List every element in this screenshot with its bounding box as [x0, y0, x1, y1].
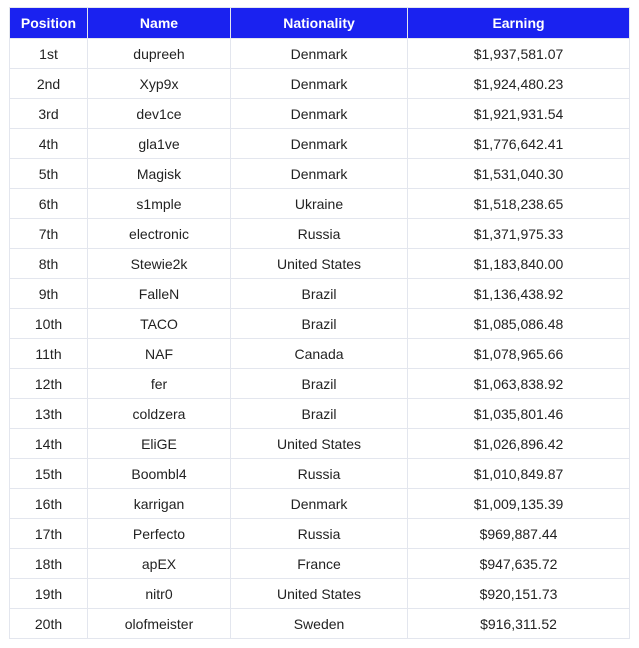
cell-name: TACO [88, 309, 231, 339]
cell-name: EliGE [88, 429, 231, 459]
table-row [10, 339, 630, 369]
cell-earning: $1,924,480.23 [408, 69, 630, 99]
header-nationality: Nationality [231, 8, 408, 39]
cell-position: 13th [10, 399, 88, 429]
cell-name: fer [88, 369, 231, 399]
table-row [10, 549, 630, 579]
cell-earning: $920,151.73 [408, 579, 630, 609]
table-row [10, 129, 630, 159]
cell-name: electronic [88, 219, 231, 249]
header-position: Position [10, 8, 88, 39]
cell-nationality: Denmark [231, 69, 408, 99]
cell-nationality: Denmark [231, 489, 408, 519]
cell-name: Stewie2k [88, 249, 231, 279]
earnings-table-container [9, 7, 629, 639]
cell-nationality: Russia [231, 459, 408, 489]
cell-name: NAF [88, 339, 231, 369]
table-row [10, 249, 630, 279]
cell-nationality: United States [231, 429, 408, 459]
table-row [10, 519, 630, 549]
table-row [10, 219, 630, 249]
cell-earning: $1,937,581.07 [408, 39, 630, 69]
table-header-row [10, 8, 630, 39]
cell-nationality: Russia [231, 219, 408, 249]
earnings-table [9, 7, 630, 639]
cell-earning: $1,136,438.92 [408, 279, 630, 309]
cell-nationality: Denmark [231, 39, 408, 69]
cell-name: olofmeister [88, 609, 231, 639]
cell-nationality: Denmark [231, 159, 408, 189]
cell-earning: $1,078,965.66 [408, 339, 630, 369]
cell-earning: $1,010,849.87 [408, 459, 630, 489]
cell-position: 8th [10, 249, 88, 279]
cell-earning: $1,085,086.48 [408, 309, 630, 339]
cell-name: coldzera [88, 399, 231, 429]
table-body [10, 39, 630, 639]
cell-nationality: Ukraine [231, 189, 408, 219]
cell-position: 4th [10, 129, 88, 159]
cell-name: nitr0 [88, 579, 231, 609]
cell-earning: $1,921,931.54 [408, 99, 630, 129]
cell-name: dev1ce [88, 99, 231, 129]
cell-position: 18th [10, 549, 88, 579]
header-name: Name [88, 8, 231, 39]
table-row [10, 489, 630, 519]
cell-earning: $1,531,040.30 [408, 159, 630, 189]
cell-nationality: Brazil [231, 279, 408, 309]
cell-nationality: Sweden [231, 609, 408, 639]
table-row [10, 459, 630, 489]
cell-position: 5th [10, 159, 88, 189]
cell-position: 2nd [10, 69, 88, 99]
cell-position: 10th [10, 309, 88, 339]
cell-earning: $1,063,838.92 [408, 369, 630, 399]
cell-nationality: Denmark [231, 99, 408, 129]
cell-nationality: United States [231, 579, 408, 609]
cell-name: dupreeh [88, 39, 231, 69]
table-row [10, 69, 630, 99]
cell-earning: $1,371,975.33 [408, 219, 630, 249]
cell-position: 19th [10, 579, 88, 609]
cell-position: 14th [10, 429, 88, 459]
table-row [10, 99, 630, 129]
cell-earning: $1,518,238.65 [408, 189, 630, 219]
table-row [10, 609, 630, 639]
cell-earning: $969,887.44 [408, 519, 630, 549]
cell-position: 15th [10, 459, 88, 489]
cell-name: s1mple [88, 189, 231, 219]
table-row [10, 399, 630, 429]
cell-earning: $1,026,896.42 [408, 429, 630, 459]
cell-nationality: Brazil [231, 369, 408, 399]
cell-position: 20th [10, 609, 88, 639]
cell-nationality: Brazil [231, 309, 408, 339]
cell-position: 7th [10, 219, 88, 249]
table-row [10, 369, 630, 399]
cell-nationality: France [231, 549, 408, 579]
cell-position: 16th [10, 489, 88, 519]
cell-name: Boombl4 [88, 459, 231, 489]
cell-position: 17th [10, 519, 88, 549]
cell-nationality: Denmark [231, 129, 408, 159]
cell-position: 6th [10, 189, 88, 219]
cell-name: apEX [88, 549, 231, 579]
cell-name: gla1ve [88, 129, 231, 159]
cell-earning: $1,035,801.46 [408, 399, 630, 429]
cell-position: 3rd [10, 99, 88, 129]
cell-position: 9th [10, 279, 88, 309]
cell-earning: $1,183,840.00 [408, 249, 630, 279]
table-row [10, 429, 630, 459]
cell-position: 12th [10, 369, 88, 399]
cell-name: FalleN [88, 279, 231, 309]
table-row [10, 189, 630, 219]
cell-earning: $947,635.72 [408, 549, 630, 579]
cell-position: 1st [10, 39, 88, 69]
cell-nationality: United States [231, 249, 408, 279]
table-row [10, 159, 630, 189]
table-row [10, 39, 630, 69]
cell-nationality: Brazil [231, 399, 408, 429]
table-row [10, 579, 630, 609]
cell-name: Xyp9x [88, 69, 231, 99]
cell-name: Magisk [88, 159, 231, 189]
cell-nationality: Canada [231, 339, 408, 369]
cell-name: Perfecto [88, 519, 231, 549]
cell-earning: $1,009,135.39 [408, 489, 630, 519]
cell-nationality: Russia [231, 519, 408, 549]
cell-earning: $916,311.52 [408, 609, 630, 639]
table-row [10, 309, 630, 339]
cell-earning: $1,776,642.41 [408, 129, 630, 159]
cell-position: 11th [10, 339, 88, 369]
cell-name: karrigan [88, 489, 231, 519]
header-earning: Earning [408, 8, 630, 39]
table-row [10, 279, 630, 309]
